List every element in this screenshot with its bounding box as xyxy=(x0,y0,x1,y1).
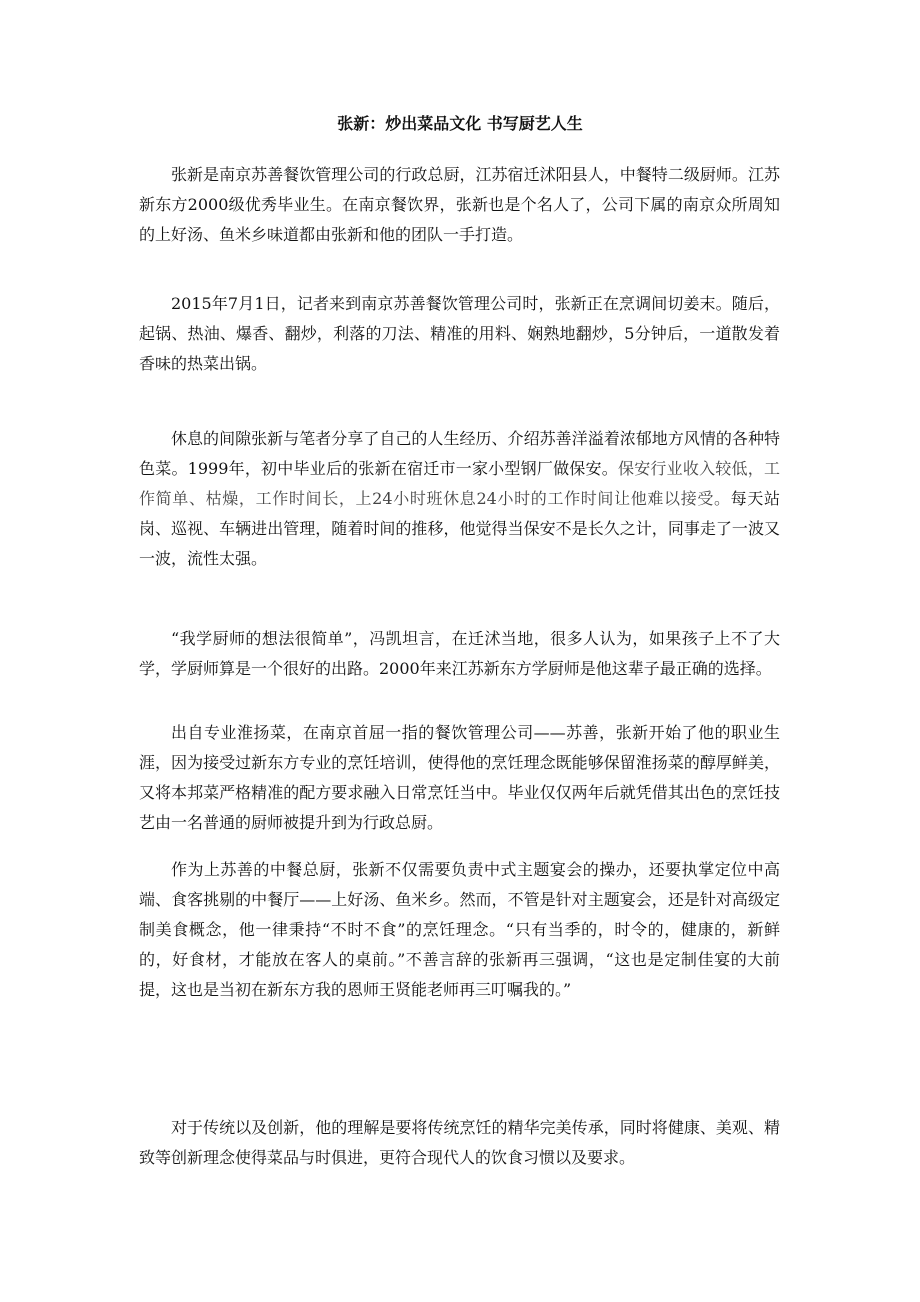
paragraph-3-part-c: 每天站岗、巡视、车辆进出管理，随着时间的推移，他觉得当保安不是长久之计，同事走了一波又一波，流性太强。 xyxy=(139,489,780,568)
paragraph-7: 对于传统以及创新，他的理解是要将传统烹饪的精华完美传承，同时将健康、美观、精致等创新理念使得菜品与时俱进，更符合现代人的饮食习惯以及要求。 xyxy=(139,1118,780,1167)
article-title: 张新：炒出菜品文化 书写厨艺人生 xyxy=(337,114,583,133)
paragraph-3 xyxy=(139,424,780,574)
paragraph-1: 张新是南京苏善餐饮管理公司的行政总厨，江苏宿迁沭阳县人，中餐特二级厨师。江苏新东方2000级优秀毕业生。在南京餐饮界，张新也是个名人了，公司下属的南京众所周知的上好汤、鱼米乡味道都由张新和他的团队一手打造。 xyxy=(139,165,780,244)
paragraph-4: “我学厨师的想法很简单”，冯凯坦言，在迁沭当地，很多人认为，如果孩子上不了大学，学厨师算是一个很好的出路。2000年来江苏新东方学厨师是他这辈子最正确的选择。 xyxy=(139,629,780,678)
paragraph-2: 2015年7月1日，记者来到南京苏善餐饮管理公司时，张新正在烹调间切姜末。随后，起锅、热油、爆香、翻炒，利落的刀法、精准的用料、娴熟地翻炒，5分钟后，一道散发着香味的热菜出锅。 xyxy=(139,294,780,373)
paragraph-3-part-a: 休息的间隙张新与笔者分享了自己的人生经历、介绍苏善洋溢着浓郁地方风情的各种特色菜。1999年，初中毕业后的张新在宿迁市一家小型钢厂做保安。 xyxy=(139,429,780,478)
paragraph-3-part-b: 保安行业收入较低，工作简单、枯燥，工作时间长，上24小时班休息24小时的工作时间让他难以接受。 xyxy=(139,459,780,508)
paragraph-5: 出自专业淮扬菜，在南京首屈一指的餐饮管理公司——苏善，张新开始了他的职业生涯，因为接受过新东方专业的烹饪培训，使得他的烹饪理念既能够保留淮扬菜的醇厚鲜美，又将本邦菜严格精准的配方要求融入日常烹饪当中。毕业仅仅两年后就凭借其出色的烹饪技艺由一名普通的厨师被提升到为行政总厨。 xyxy=(139,723,780,832)
paragraph-6: 作为上苏善的中餐总厨，张新不仅需要负责中式主题宴会的操办，还要执掌定位中高端、食客挑剔的中餐厅——上好汤、鱼米乡。然而，不管是针对主题宴会，还是针对高级定制美食概念，他一律秉持“不时不食”的烹饪理念。“只有当季的，时令的，健康的，新鲜的，好食材，才能放在客人的桌前。”不善言辞的张新再三强调，“这也是定制佳宴的大前提，这也是当初在新东方我的恩师王贤能老师再三叮嘱我的。” xyxy=(139,860,780,999)
